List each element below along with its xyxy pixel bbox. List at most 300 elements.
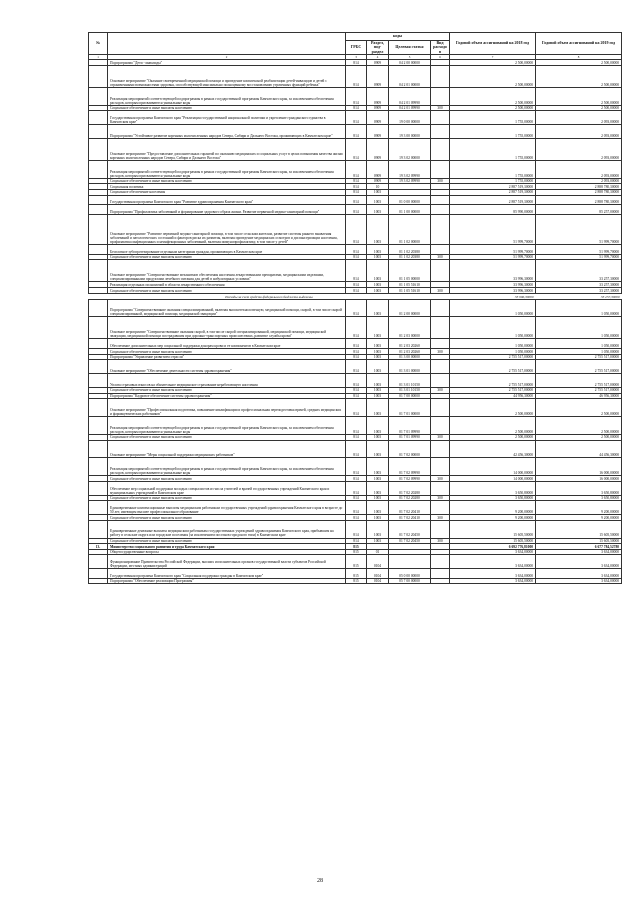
expense-type-code [431, 339, 450, 349]
row-number [89, 555, 108, 569]
amount-2018: 3 650,80000 [450, 481, 536, 495]
amount-2018: 85 990,00000 [450, 205, 536, 215]
target-article-code: 01 1 02 20380 [389, 245, 431, 255]
grbs-code: 814 [346, 254, 367, 260]
table-row [89, 195, 622, 205]
row-name: Социальное обеспечение и иные выплаты населению [108, 105, 346, 111]
row-name: Государственная программа Камчатского края "Социальная поддержка граждан в Камчатском крае" [108, 569, 346, 579]
row-name: Подпрограмма "Кадровое обеспечение системы здравоохранения" [108, 393, 346, 399]
amount-2018: 2 500,00000 [450, 65, 536, 87]
amount-2019: 2 888 780,30000 [536, 189, 622, 195]
razdel-code: 1003 [367, 374, 389, 388]
expense-type-code [431, 205, 450, 215]
target-article-code: 19 0 00 00000 [389, 111, 431, 125]
amount-2019: 1 050,00000 [536, 299, 622, 317]
row-name: Социальное обеспечение и иные выплаты населению [108, 476, 346, 482]
target-article-code: 01 7 02 09990 [389, 476, 431, 482]
razdel-code: 1003 [367, 205, 389, 215]
razdel-code: 1003 [367, 417, 389, 435]
target-article-code: 01 2 00 00000 [389, 299, 431, 317]
amount-2018: 42 456,30000 [450, 440, 536, 458]
column-index-cell: 8 [536, 55, 622, 60]
grbs-code: 814 [346, 440, 367, 458]
amount-2019: 15 605,50000 [536, 538, 622, 544]
grbs-code: 814 [346, 399, 367, 417]
amount-2019: 3 634,00000 [536, 569, 622, 579]
razdel-code: 0909 [367, 111, 389, 125]
column-index-cell: 5 [389, 55, 431, 60]
razdel-code: 0909 [367, 138, 389, 160]
expense-type-code [431, 214, 450, 244]
row-number [89, 160, 108, 178]
col-header-razdel: Раздел, под-раздел [367, 41, 389, 55]
table-row [89, 205, 622, 215]
column-index-cell: 7 [450, 55, 536, 60]
col-header-2019: Годовой объем ассигнований на 2019 год [536, 33, 622, 55]
grbs-code: 815 [346, 544, 367, 550]
expense-type-code [431, 65, 450, 87]
row-name: Подпрограмма "Профилактика заболеваний и формирование здорового образа жизни. Развитие первичной медико-санитарной помощи" [108, 205, 346, 215]
amount-2019: 2 888 780,30000 [536, 195, 622, 205]
expense-type-code [431, 195, 450, 205]
budget-table [88, 32, 622, 584]
row-name: Социальное обеспечение и иные выплаты населению [108, 434, 346, 440]
amount-2018: 51 999,70000 [450, 214, 536, 244]
grbs-code: 815 [346, 555, 367, 569]
amount-2019: 2 500,00000 [536, 60, 622, 66]
table-row [89, 569, 622, 579]
razdel-code: 0909 [367, 60, 389, 66]
table-row [89, 65, 622, 87]
expense-type-code [431, 481, 450, 495]
amount-2018: 2 887 519,30000 [450, 195, 536, 205]
amount-2019: 2 500,00000 [536, 417, 622, 435]
table-row [89, 111, 622, 125]
row-name: Государственная программа Камчатского края "Реализация государственной национальной политики и укрепление гражданского единства в Камчатском крае" [108, 111, 346, 125]
grbs-code: 814 [346, 520, 367, 538]
table-row [89, 374, 622, 388]
row-name: Подпрограмма "Совершенствование оказания специализированной, включая высокотехнологичную, медицинской помощи, скорой, в том числе скорой специализированной, медицинской помощи, медицинской эвакуации" [108, 299, 346, 317]
amount-2019: 2 755 517,00000 [536, 374, 622, 388]
amount-2018: 9 200,00000 [450, 501, 536, 515]
table-row [89, 138, 622, 160]
amount-2018: 1 050,00000 [450, 317, 536, 339]
col-header-num: № [89, 33, 108, 55]
target-article-code: 01 1 02 20380 [389, 254, 431, 260]
amount-2018: 2 755 517,00000 [450, 354, 536, 360]
row-number [89, 245, 108, 255]
row-number [89, 317, 108, 339]
column-index-cell: 3 [346, 55, 367, 60]
razdel-code: 1003 [367, 440, 389, 458]
target-article-code: 01 7 00 00000 [389, 393, 431, 399]
row-name: Социальная политика [108, 184, 346, 190]
amount-2019: 46 956,30000 [536, 393, 622, 399]
amount-2019: 1 050,00000 [536, 349, 622, 355]
grbs-code: 814 [346, 260, 367, 282]
expense-type-code: 300 [431, 515, 450, 521]
row-name: Функционирование Правительства Российской Федерации, высших исполнительных органов государственной власти субъектов Российской Федерации, местных администраций [108, 555, 346, 569]
note-amount-2018: 33 996,30000 [514, 294, 534, 299]
col-header-2018: Годовой объем ассигнований на 2018 год [450, 33, 536, 55]
table-body [89, 60, 622, 584]
target-article-code: 01 2 03 20260 [389, 339, 431, 349]
amount-2019: 2 500,00000 [536, 87, 622, 105]
grbs-code: 814 [346, 349, 367, 355]
table-row [89, 578, 622, 584]
amount-2018: 33 996,30000 [450, 260, 536, 282]
target-article-code: 04 2 01 00000 [389, 65, 431, 87]
row-number [89, 360, 108, 374]
row-number [89, 458, 108, 476]
amount-2018: 1 755,00000 [450, 125, 536, 139]
amount-2018: 1 755,00000 [450, 178, 536, 184]
table-row [89, 125, 622, 139]
row-name: Единовременные компенсационные выплаты медицинским работникам государственных учреждений здравоохранения Камчатского края в возрасте до 50 лет, имеющим высшее профессиональное образование [108, 501, 346, 515]
target-article-code: 19 3 02 00000 [389, 138, 431, 160]
amount-2018: 3 650,80000 [450, 495, 536, 501]
amount-2019: 1 050,00000 [536, 317, 622, 339]
row-number [89, 501, 108, 515]
amount-2019: 2 500,00000 [536, 105, 622, 111]
razdel-code: 1003 [367, 515, 389, 521]
amount-2018: 33 996,30000 [450, 282, 536, 288]
target-article-code: 01 7 02 20280 [389, 481, 431, 495]
target-article-code: 01 3 01 10150 [389, 374, 431, 388]
amount-2019: 44 456,30000 [536, 440, 622, 458]
amount-2019: 2 500,00000 [536, 434, 622, 440]
amount-2019: 1 050,00000 [536, 339, 622, 349]
row-number [89, 125, 108, 139]
amount-2018: 2 500,00000 [450, 399, 536, 417]
razdel-code: 1003 [367, 260, 389, 282]
grbs-code: 814 [346, 105, 367, 111]
razdel-code: 1003 [367, 538, 389, 544]
target-article-code: 01 7 02 09990 [389, 458, 431, 476]
razdel-code: 1003 [367, 254, 389, 260]
amount-2019: 33 257,30000 [536, 288, 622, 294]
amount-2018: 15 605,50000 [450, 538, 536, 544]
column-index-cell: 4 [367, 55, 389, 60]
column-index-cell: 6 [431, 55, 450, 60]
grbs-code: 814 [346, 481, 367, 495]
row-name: Обеспечение дополнительных мер социальной поддержки донорам крови и ее компонентов в Камчатском крае [108, 339, 346, 349]
amount-2018: 44 956,30000 [450, 393, 536, 399]
amount-2019: 33 257,30000 [536, 282, 622, 288]
row-name: Подпрограмма "Управление развитием отрасли" [108, 354, 346, 360]
grbs-code: 814 [346, 245, 367, 255]
row-number [89, 214, 108, 244]
grbs-code: 814 [346, 60, 367, 66]
target-article-code: 04 2 01 09990 [389, 105, 431, 111]
grbs-code: 814 [346, 178, 367, 184]
amount-2019: 3 634,00000 [536, 555, 622, 569]
row-name: Бесплатное зубопротезирование отдельным категориям граждан, проживающих в Камчатском крае [108, 245, 346, 255]
row-name: Основное мероприятие "Предоставление дополнительных гарантий по оказанию медицинских и социальных услуг в целях повышения качества жизни коренных малочисленных народов Севера, Сибири и Дальнего Востока" [108, 138, 346, 160]
row-number [89, 374, 108, 388]
expense-type-code [431, 138, 450, 160]
grbs-code: 815 [346, 549, 367, 555]
amount-2018: 1 755,00000 [450, 138, 536, 160]
razdel-code: 0909 [367, 105, 389, 111]
table-row [89, 458, 622, 476]
amount-2019: 15 605,50000 [536, 520, 622, 538]
amount-2019: 16 000,00000 [536, 458, 622, 476]
col-header-grbs: ГРБС [346, 41, 367, 55]
table-row [89, 160, 622, 178]
row-name: Уплата страховых взносов на обязательное медицинское страхование неработающего населения [108, 374, 346, 388]
expense-type-code [431, 111, 450, 125]
razdel-code: 1003 [367, 434, 389, 440]
razdel-code: 1003 [367, 387, 389, 393]
row-name: Основное мероприятие "Профессиональная подготовка, повышение квалификации и профессиональная переподготовка врачей, средних медицинских и фармацевтических работников" [108, 399, 346, 417]
row-name: Обеспечение мер социальной поддержки молодых специалистов из числа учителей и врачей государственных учреждений Камчатского края и муниципальных учреждений в Камчатском крае [108, 481, 346, 495]
target-article-code: 01 7 01 00000 [389, 399, 431, 417]
row-name: Основное мероприятие "Развитие первичной медико-санитарной помощи, в том числе сельским жителям, развитие системы раннего выявления заболеваний и патологических состояний и факторов риска их развития, включая проведение медицинских осмотров и диспансеризации населения, профилактика инфекционных и неинфекционных заболеваний, включая иммунопрофилактику, в том числе у детей" [108, 214, 346, 244]
grbs-code: 814 [346, 214, 367, 244]
grbs-code: 814 [346, 189, 367, 195]
amount-2018: 2 755 517,00000 [450, 360, 536, 374]
row-number [89, 578, 108, 584]
expense-type-code [431, 374, 450, 388]
amount-2019: 2 500,00000 [536, 65, 622, 87]
amount-2018: 1 050,00000 [450, 299, 536, 317]
row-number [89, 440, 108, 458]
amount-2018: 51 999,70000 [450, 254, 536, 260]
amount-2018: 3 634,00000 [450, 569, 536, 579]
row-number [89, 138, 108, 160]
row-name: Социальное обеспечение и иные выплаты населению [108, 254, 346, 260]
razdel-code: 0104 [367, 555, 389, 569]
expense-type-code: 300 [431, 254, 450, 260]
target-article-code: 01 2 03 00000 [389, 317, 431, 339]
row-name: Социальное обеспечение и иные выплаты населению [108, 288, 346, 294]
amount-2019: 2 093,00000 [536, 160, 622, 178]
table-row [89, 299, 622, 317]
table-row [89, 399, 622, 417]
row-name: Социальное обеспечение и иные выплаты населению [108, 538, 346, 544]
row-name: Реализация мероприятий соответствующей подпрограммы в рамках государственной программы Камчатского края, за исключением обеспечения расходов, которым присваиваются уникальные коды [108, 458, 346, 476]
target-article-code: 01 1 05 51610 [389, 282, 431, 288]
row-name: Государственная программа Камчатского края "Развитие здравоохранения Камчатского края" [108, 195, 346, 205]
amount-2019: 16 000,00000 [536, 476, 622, 482]
razdel-code: 1003 [367, 476, 389, 482]
expense-type-code [431, 360, 450, 374]
expense-type-code [431, 520, 450, 538]
grbs-code: 814 [346, 387, 367, 393]
amount-2018: 3 634,00000 [450, 555, 536, 569]
expense-type-code [431, 317, 450, 339]
amount-2019: 2 093,00000 [536, 138, 622, 160]
row-name: Социальное обеспечение и иные выплаты населению [108, 349, 346, 355]
row-name: Общегосударственные вопросы [108, 549, 346, 555]
target-article-code: 01 2 03 20260 [389, 349, 431, 355]
table-row [89, 555, 622, 569]
row-number [89, 260, 108, 282]
target-article-code: 04 2 01 09990 [389, 87, 431, 105]
row-number [89, 417, 108, 435]
razdel-code: 0909 [367, 160, 389, 178]
amount-2018: 2 500,00000 [450, 434, 536, 440]
expense-type-code [431, 569, 450, 579]
amount-2018: 2 500,00000 [450, 417, 536, 435]
grbs-code: 814 [346, 299, 367, 317]
target-article-code: 01 3 01 00000 [389, 360, 431, 374]
expense-type-code: 300 [431, 288, 450, 294]
col-header-codes: коды [346, 33, 450, 41]
row-number [89, 205, 108, 215]
note-text: Расходы за счет средств федерального бюджета выделены [225, 294, 313, 299]
grbs-code: 814 [346, 138, 367, 160]
amount-2018: 2 500,00000 [450, 105, 536, 111]
razdel-code: 0909 [367, 65, 389, 87]
amount-2018: 1 050,00000 [450, 339, 536, 349]
target-article-code: 19 3 00 00000 [389, 125, 431, 139]
target-article-code: 01 1 02 00000 [389, 214, 431, 244]
grbs-code: 814 [346, 538, 367, 544]
row-name: Реализация мероприятий соответствующей подпрограммы в рамках государственной программы Камчатского края, за исключением обеспечения расходов, которым присваиваются уникальные коды [108, 160, 346, 178]
row-name: Подпрограмма "Дети - инвалиды" [108, 60, 346, 66]
amount-2019: 85 257,00000 [536, 205, 622, 215]
row-number [89, 111, 108, 125]
row-name: Социальное обеспечение и иные выплаты населению [108, 387, 346, 393]
razdel-code: 1003 [367, 339, 389, 349]
amount-2019: 2 755 517,00000 [536, 360, 622, 374]
expense-type-code: 300 [431, 476, 450, 482]
target-article-code: 01 3 00 00000 [389, 354, 431, 360]
row-number [89, 195, 108, 205]
row-number [89, 65, 108, 87]
grbs-code: 814 [346, 195, 367, 205]
expense-type-code [431, 260, 450, 282]
grbs-code: 814 [346, 434, 367, 440]
amount-2018: 14 000,00000 [450, 458, 536, 476]
target-article-code: 19 3 02 09990 [389, 178, 431, 184]
razdel-code: 1003 [367, 495, 389, 501]
expense-type-code [431, 440, 450, 458]
amount-2019: 2 093,00000 [536, 178, 622, 184]
amount-2019: 3 634,00000 [536, 578, 622, 584]
grbs-code: 814 [346, 160, 367, 178]
row-number [89, 299, 108, 317]
row-name: Единовременные денежные выплаты медицинским работникам государственных учреждений здравоохранения Камчатского края, прибывшим на работу в сельские округа или городские поселения (за исключением поселков городского типа) в Камчатском крае [108, 520, 346, 538]
amount-2018: 3 634,00000 [450, 578, 536, 584]
amount-2019: 3 634,00000 [536, 549, 622, 555]
expense-type-code [431, 299, 450, 317]
row-name: Основное мероприятие "Совершенствование механизмов обеспечения населения лекарственными препаратами, медицинскими изделиями, специализированными продуктами лечебного питания для детей в амбулаторных условиях" [108, 260, 346, 282]
row-name: Основное мероприятие "Обеспечение деятельности системы здравоохранения" [108, 360, 346, 374]
amount-2018: 2 755 517,00000 [450, 374, 536, 388]
grbs-code: 814 [346, 354, 367, 360]
grbs-code: 814 [346, 495, 367, 501]
grbs-code: 814 [346, 65, 367, 87]
table-row [89, 440, 622, 458]
razdel-code: 1003 [367, 299, 389, 317]
target-article-code: 01 7 01 09990 [389, 434, 431, 440]
amount-2019: 51 999,70000 [536, 254, 622, 260]
table-row [89, 520, 622, 538]
grbs-code: 814 [346, 360, 367, 374]
target-article-code: 01 0 00 00000 [389, 195, 431, 205]
amount-2019: 9 200,00000 [536, 515, 622, 521]
target-article-code: 05 0 00 00000 [389, 569, 431, 579]
expense-type-code: 300 [431, 349, 450, 355]
amount-2018: 9 200,00000 [450, 515, 536, 521]
target-article-code: 01 7 02 20410 [389, 501, 431, 515]
amount-2018: 2 500,00000 [450, 87, 536, 105]
row-name: Социальное обеспечение населения [108, 189, 346, 195]
amount-2018: 1 755,00000 [450, 111, 536, 125]
col-header-vr: Вид расходов [431, 41, 450, 55]
grbs-code: 815 [346, 578, 367, 584]
razdel-code: 0104 [367, 578, 389, 584]
razdel-code: 1003 [367, 520, 389, 538]
razdel-code: 1003 [367, 214, 389, 244]
row-number [89, 399, 108, 417]
table-row [89, 339, 622, 349]
target-article-code: 19 3 02 09990 [389, 160, 431, 178]
page-number: 28 [317, 878, 323, 884]
expense-type-code [431, 555, 450, 569]
row-name: Социальное обеспечение и иные выплаты населению [108, 515, 346, 521]
razdel-code: 1003 [367, 189, 389, 195]
razdel-code: 0909 [367, 87, 389, 105]
grbs-code: 814 [346, 339, 367, 349]
row-number [89, 87, 108, 105]
target-article-code: 05 7 00 00000 [389, 578, 431, 584]
expense-type-code: 300 [431, 105, 450, 111]
table-row [89, 417, 622, 435]
razdel-code: 1003 [367, 354, 389, 360]
table-row [89, 260, 622, 282]
table-row [89, 481, 622, 495]
row-name: Подпрограмма "Обеспечение реализации Программы" [108, 578, 346, 584]
table-row [89, 360, 622, 374]
amount-2019: 2 755 517,00000 [536, 354, 622, 360]
amount-2019: 2 755 517,00000 [536, 387, 622, 393]
amount-2018: 2 887 519,30000 [450, 189, 536, 195]
razdel-code: 0909 [367, 125, 389, 139]
amount-2018: 1 755,00000 [450, 160, 536, 178]
amount-2019: 2 093,00000 [536, 125, 622, 139]
grbs-code: 814 [346, 282, 367, 288]
row-number [89, 569, 108, 579]
expense-type-code [431, 399, 450, 417]
amount-2019: 6 677 784,52780 [536, 544, 622, 550]
amount-2018: 51 999,70000 [450, 245, 536, 255]
row-number [89, 481, 108, 495]
amount-2018: 2 755 517,00000 [450, 387, 536, 393]
expense-type-code: 300 [431, 387, 450, 393]
row-name: Реализация мероприятий соответствующей подпрограммы в рамках государственной программы Камчатского края, за исключением обеспечения расходов, которым присваиваются уникальные коды [108, 417, 346, 435]
table-row [89, 245, 622, 255]
razdel-code: 1003 [367, 195, 389, 205]
expense-type-code [431, 125, 450, 139]
target-article-code: 01 1 05 51610 [389, 288, 431, 294]
table-row [89, 317, 622, 339]
expense-type-code: 300 [431, 434, 450, 440]
target-article-code [389, 555, 431, 569]
amount-2019: 2 500,00000 [536, 399, 622, 417]
row-name: Реализация отдельных полномочий в области лекарственного обеспечения [108, 282, 346, 288]
target-article-code: 01 3 01 10150 [389, 387, 431, 393]
amount-2018: 3 634,00000 [450, 549, 536, 555]
table-row [89, 214, 622, 244]
target-article-code: 01 1 05 00000 [389, 260, 431, 282]
grbs-code: 814 [346, 125, 367, 139]
row-name: Социальное обеспечение и иные выплаты населению [108, 495, 346, 501]
grbs-code: 814 [346, 184, 367, 190]
